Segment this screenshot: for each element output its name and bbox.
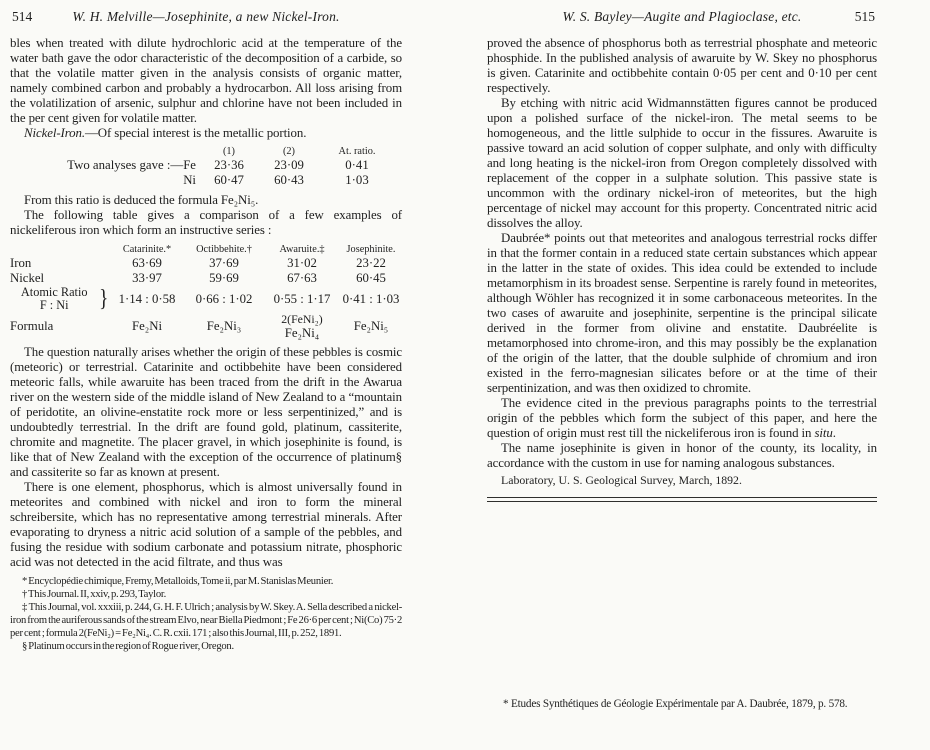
comparison-row-nickel-label: Nickel [10, 271, 45, 285]
analyses-fe-ratio: 0·41 [345, 158, 369, 172]
formula-awaruite-top: 2(FeNi₂) [281, 312, 323, 326]
formula-catarinite: Fe₂Ni [131, 318, 163, 333]
paragraph-proved: proved the absence of phosphorus both as terrestrial phosphate and meteoric phosphide. In the published analysis of awaruite by W. Skey no phosphorus is given. Catarinite and octibbehite contain 0·05 per cent and 0·10 per cent respectively. [487, 36, 877, 95]
analyses-header-ratio: At. ratio. [338, 146, 376, 157]
footnote-double-dagger: ‡ This Journal, vol. xxxiii, p. 244, G. H. F. Ulrich ; analysis by W. Skey. A. Sella described a nickel-iron from the auriferous sands of the stream Elvo, near Biella Piedmont ; Fe 26·6 per cent ; Ni(Co) 75·2 per cent ; formula 2(FeNi₂) = Fe₂Ni₄. C. R. cxii. 171 ; also this Journal, III, p. 252, 1891. [10, 602, 402, 639]
evidence-pre: The evidence cited in the previous paragraphs points to the terrestrial origin of the pebbles which form the subject of this paper, and here the question of origin must rest till the nickeliferous iron is found in [487, 396, 877, 440]
paragraph-name-josephinite: The name josephinite is given in honor of the county, its locality, in accordance with the custom in use for naming analogous substances. [487, 441, 877, 470]
running-head-left-title: W. H. Melville—Josephinite, a new Nickel-Iron. [72, 9, 340, 24]
footnotes-left [10, 575, 402, 653]
nickel-josephinite: 60·45 [356, 271, 386, 285]
footnote-asterisk: * Encyclopédie chimique, Fremy, Metalloids, Tome ii, par M. Stanislas Meunier. [22, 576, 334, 587]
analyses-ni-value-1: 60·47 [214, 173, 244, 187]
iron-catarinite: 63·69 [132, 256, 162, 270]
nickel-iron-rest: —Of special interest is the metallic portion. [84, 126, 307, 140]
paragraph-daubree: Daubrée* points out that meteorites and analogous terrestrial rocks differ in that the former contain in a reduced state certain substances which appear in the latter in the state of oxides. This idea could be extended to include metamorphism in its broadest sense. Serpentine is rarely found in meteorites, although Wöhler has recognized it in some carbonaceous meteorites. In the two cases of awaruite and josephinite, serpentine is the principal silicate derived in the former from olivine and enstatite. Daubréelite is metamorphosed into chrome-iron, and this may possibly be the explanation of the origin of the latter, that the double sulphide of chromium and iron existed in the ferro-magnesian silicates before or at the time of their serpentinization, and was then oxidized to chromite. [487, 231, 877, 395]
ratio-josephinite: 0·41 : 1·03 [342, 291, 400, 306]
analyses-table-grid [52, 146, 402, 188]
paragraph-continuation: bles when treated with dilute hydrochloric acid at the temperature of the water bath gave the odor characteristic of the decomposition of a carbide, so that the volatile matter given in the analysis consists of organic matter, namely combined carbon and probably a hydrocarbon. All loss arising from the volatilization of arsenic, sulphur and chlorine have not been included in the per cent given for volatile matter. [10, 36, 402, 125]
comparison-header-catarinite: Catarinite.* [122, 244, 172, 255]
formula-awaruite: Fe₂Ni₄ [284, 326, 320, 340]
iron-awaruite: 31·02 [287, 256, 317, 270]
nickel-iron-lead: Nickel-Iron. [24, 126, 85, 140]
footnote-dagger: † This Journal. II, xxiv, p. 293, Taylor. [22, 589, 167, 600]
page-number-right: 515 [854, 9, 875, 24]
analyses-header-1: (1) [222, 146, 235, 157]
formula-josephinite: Fe₂Ni₅ [353, 318, 389, 333]
ratio-brace: } [99, 286, 109, 312]
evidence-post: . [832, 426, 836, 440]
nickel-awaruite: 67·63 [287, 271, 317, 285]
ratio-label-line2: F : Ni [39, 298, 69, 312]
paragraph-question: The question naturally arises whether the origin of these pebbles is cosmic (meteoric) or terrestrial. Catarinite and octibbehite have been considered meteoric falls, while awaruite has been traced from the drift in the Awarua river on the western side of the middle island of New Zealand to a “mountain of peridotite, an olivine-enstatite rock more or less serpentinized,” and is undoubtedly terrestrial. In the drift are found gold, platinum, cassiterite, chromite and magnetite. The placer gravel, in which josephinite is found, is like that of New Zealand with the exception of the occurrence of platinum§ and cassiterite so far as known at present. [10, 345, 402, 479]
ratio-awaruite: 0·55 : 1·17 [273, 291, 331, 306]
comparison-header-octibbehite: Octibbehite.† [196, 244, 252, 255]
comparison-row-iron-label: Iron [10, 256, 32, 270]
analyses-row-fe-label: Two analyses gave :—Fe [67, 158, 196, 172]
iron-octibbehite: 37·69 [209, 256, 239, 270]
page-number-left: 514 [12, 9, 33, 24]
analyses-ni-ratio: 1·03 [345, 173, 369, 187]
comparison-row-formula-label: Formula [10, 318, 54, 333]
nickel-catarinite: 33·97 [132, 271, 162, 285]
comparison-table-grid [10, 243, 402, 340]
footnote-daubree: * Etudes Synthétiques de Géologie Expérimentale par A. Daubrée, 1879, p. 578. [503, 698, 848, 710]
analyses-ni-value-2: 60·43 [274, 173, 304, 187]
paragraph-evidence [487, 396, 877, 441]
analyses-table [52, 146, 402, 188]
ratio-label-line1: Atomic Ratio [20, 285, 88, 299]
analyses-row-ni-label: Ni [183, 173, 196, 187]
section-divider-rule [487, 497, 877, 502]
analyses-fe-value-1: 23·36 [214, 158, 244, 172]
nickel-octibbehite: 59·69 [209, 271, 239, 285]
running-head-right-title: W. S. Bayley—Augite and Plagioclase, etc. [562, 9, 802, 24]
paragraph-etching: By etching with nitric acid Widmannstätten figures cannot be produced upon a polished surface of the nickel-iron. The metal seems to be homogeneous, and the little sulphide to occur in the fissures. Awaruite is passive toward an acid solution of copper sulphate, and only with difficulty and long heating is the nickel-iron from Oregon completely dissolved with replacement of the copper in a sulphate solution. This passive state is uncommon with the ordinary nickel-iron of meteorites, but the high percentage of nickel may account for this property. Concentrated nitric acid dissolves the alloy. [487, 96, 877, 230]
comparison-table [10, 243, 402, 340]
paragraph-nickel-iron [10, 126, 402, 141]
ratio-label-lines [10, 286, 98, 312]
paragraph-formula: From this ratio is deduced the formula Fe₂Ni₅. [24, 193, 259, 207]
running-header-left [10, 8, 402, 26]
footnote-section: § Platinum occurs in the region of Rogue river, Oregon. [22, 641, 234, 652]
paragraph-following-table: The following table gives a comparison of a few examples of nickeliferous iron which form an instructive series : [10, 208, 402, 237]
analyses-header-blank [52, 146, 200, 158]
evidence-situ: situ [814, 426, 833, 440]
paragraph-phosphorus: There is one element, phosphorus, which is almost universally found in meteorites and combined with nickel and iron to form the mineral schreibersite, which has no representative among terrestrial minerals. After evaporating to dryness a nitric acid solution of a sample of the pebbles, and fusing the residue with sodium carbonate and potassium nitrate, phosphoric acid was not detected in the acid filtrate, and thus was [10, 480, 402, 569]
page-right [487, 0, 877, 750]
laboratory-line: Laboratory, U. S. Geological Survey, March, 1892. [501, 473, 742, 487]
comparison-row-ratio-label [10, 286, 110, 312]
formula-awaruite-cell [264, 312, 340, 340]
ratio-octibbehite: 0·66 : 1·02 [195, 291, 253, 306]
ratio-catarinite: 1·14 : 0·58 [118, 291, 176, 306]
running-header-right [487, 8, 877, 26]
analyses-fe-value-2: 23·09 [274, 158, 304, 172]
comparison-header-awaruite: Awaruite.‡ [279, 244, 325, 255]
formula-octibbehite: Fe₂Ni₃ [206, 318, 242, 333]
analyses-header-2: (2) [282, 146, 295, 157]
comparison-header-josephinite: Josephinite. [346, 244, 396, 255]
page-left [10, 0, 402, 750]
iron-josephinite: 23·22 [356, 256, 386, 270]
